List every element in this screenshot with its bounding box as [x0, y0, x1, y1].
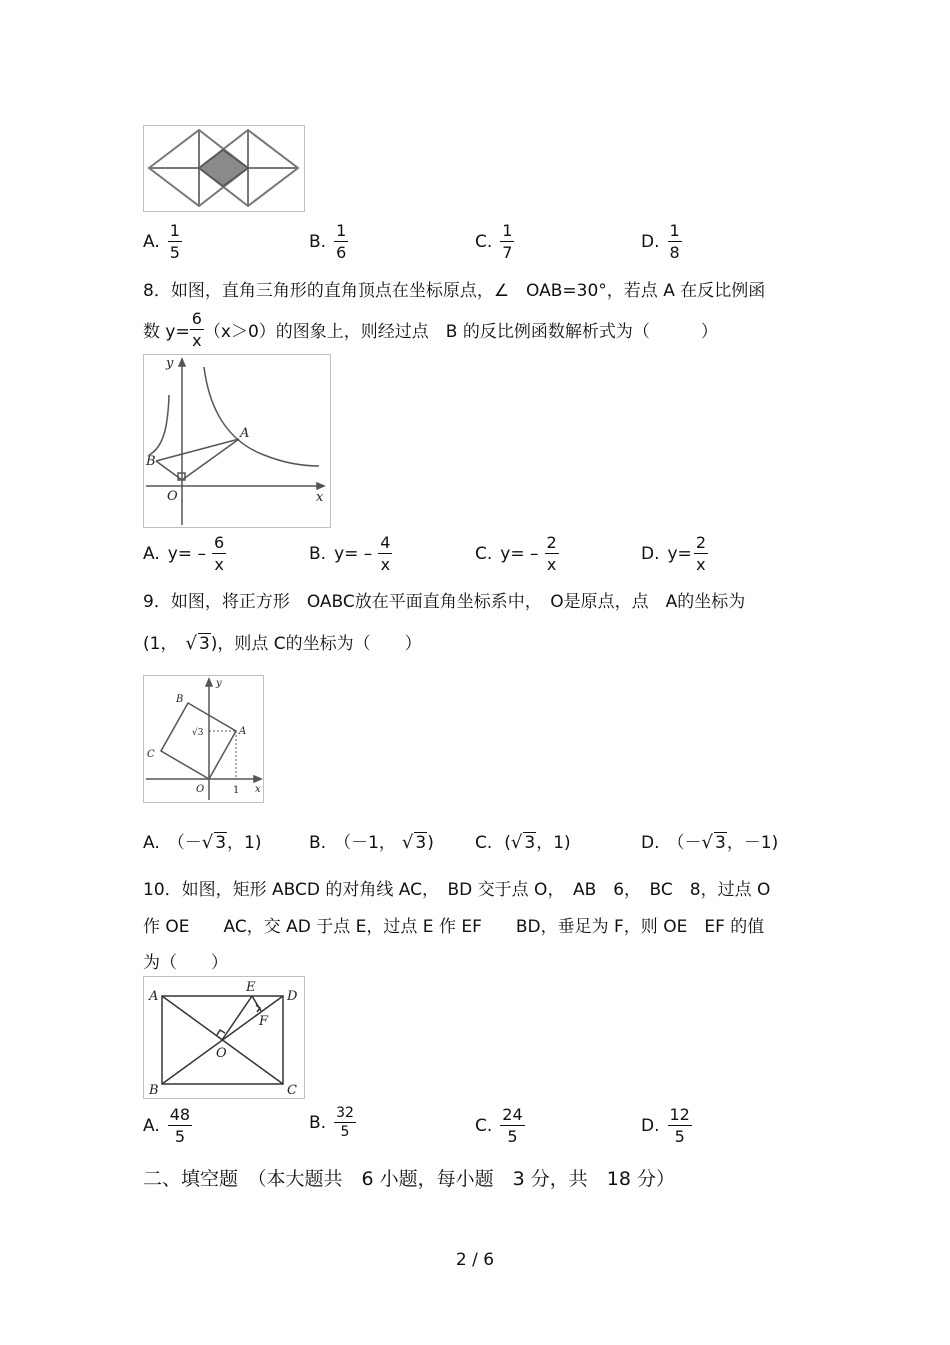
q9-option-c[interactable]: C. ( √ 3 ，1): [475, 832, 571, 853]
q10-option-b[interactable]: B. $\frac{32}{5}$: [309, 1105, 354, 1141]
fraction: $\frac{1}{7}$: [502, 221, 513, 262]
sqrt: √ 3: [510, 832, 536, 853]
q9-question-line1: 9．如图，将正方形 OABC放在平面直角坐标系中， O是原点，点 A的坐标为: [143, 592, 746, 612]
fraction: $\frac{2}{x}$: [695, 533, 706, 574]
fig-label-a: A: [239, 726, 247, 737]
sqrt: √ 3: [701, 832, 726, 853]
fraction: $\frac{12}{5}$: [669, 1105, 690, 1146]
fig-label-c: C: [287, 1083, 297, 1098]
fraction: $\frac{1}{8}$: [669, 221, 680, 262]
q10-option-a[interactable]: A. $\frac{48}{5}$: [143, 1105, 191, 1146]
fraction: $\frac{1}{6}$: [336, 221, 347, 262]
fig-label-e: E: [246, 980, 256, 995]
q7-option-b[interactable]: B. $\frac{1}{6}$: [309, 221, 347, 262]
q9-option-a[interactable]: A. （－ √ 3 ，1): [143, 832, 262, 853]
fig-label-x: x: [316, 490, 324, 505]
fig-label-o: O: [216, 1046, 227, 1061]
fig-label-f: F: [259, 1014, 269, 1029]
q10-question-line2: 作 OE AC，交 AD 于点 E，过点 E 作 EF BD，垂足为 F，则 OE EF 的值: [143, 917, 765, 937]
q7-option-d[interactable]: D. $\frac{1}{8}$: [641, 221, 680, 262]
fig-label-b: B: [146, 454, 156, 469]
fig-label-d: D: [287, 989, 298, 1004]
q9-figure: [143, 675, 264, 803]
fig-label-c: C: [147, 749, 155, 760]
fig-label-y: y: [216, 678, 222, 689]
q8-option-b[interactable]: B. y= – $\frac{4}{x}$: [309, 533, 391, 574]
page-number: 2 / 6: [455, 1250, 495, 1270]
fig-label-x: x: [255, 784, 261, 795]
q10-question-line3: 为（ ）: [143, 953, 228, 973]
q8-figure: [143, 354, 331, 528]
fraction: $\frac{48}{5}$: [169, 1105, 191, 1146]
section-title: 二、填空题 （本大题共 6 小题，每小题 3 分，共 18 分）: [143, 1168, 675, 1190]
fig-label-a: A: [240, 426, 250, 441]
fraction: $\frac{32}{5}$: [336, 1105, 354, 1141]
sqrt: √ 3: [185, 633, 210, 654]
fraction: $\frac{4}{x}$: [380, 533, 391, 574]
fig-label-a: A: [149, 989, 159, 1004]
q8-option-a[interactable]: A. y= – $\frac{6}{x}$: [143, 533, 225, 574]
fig-label-one: 1: [233, 785, 240, 796]
q8-option-c[interactable]: C. y= – $\frac{2}{x}$: [475, 533, 557, 574]
q9-question-line2: (1， √ 3 )，则点 C的坐标为（ ）: [143, 633, 422, 654]
fig-label-b: B: [149, 1083, 159, 1098]
fig-label-y: y: [166, 356, 174, 371]
q7-option-c[interactable]: C. $\frac{1}{7}$: [475, 221, 513, 262]
q10-figure: [143, 976, 305, 1099]
q9-option-d[interactable]: D. （－ √ 3 ，－1): [641, 832, 779, 853]
fraction: $\frac{6}{x}$: [213, 533, 225, 574]
q8-question-line1: 8．如图，直角三角形的直角顶点在坐标原点，∠ OAB=30°，若点 A 在反比例函: [143, 281, 766, 301]
fraction: $\frac{1}{5}$: [169, 221, 180, 262]
sqrt: √ 3: [201, 832, 227, 853]
fraction: $\frac{2}{x}$: [546, 533, 557, 574]
q8-option-d[interactable]: D. y= $\frac{2}{x}$: [641, 533, 706, 574]
fraction: $\frac{24}{5}$: [502, 1105, 523, 1146]
fig-label-b: B: [176, 694, 184, 705]
fraction: $\frac{6}{x}$: [191, 309, 202, 350]
q7-option-a[interactable]: A. $\frac{1}{5}$: [143, 221, 180, 262]
sqrt: √ 3: [401, 832, 427, 853]
fig-label-root3: √3: [192, 728, 204, 738]
fig-label-o: O: [167, 489, 178, 504]
q8-question-line2: 数 y= $\frac{6}{x}$ （x＞0）的图象上，则经过点 B 的反比例函数解析式为（ ）: [143, 309, 718, 350]
q7-figure: [143, 125, 305, 212]
q10-option-c[interactable]: C. $\frac{24}{5}$: [475, 1105, 523, 1146]
q10-question-line1: 10．如图，矩形 ABCD 的对角线 AC， BD 交于点 O， AB 6， BC 8，过点 O: [143, 880, 771, 900]
q10-option-d[interactable]: D. $\frac{12}{5}$: [641, 1105, 690, 1146]
fig-label-o: O: [196, 784, 205, 795]
q9-option-b[interactable]: B. （－1， √ 3 ): [309, 832, 434, 853]
